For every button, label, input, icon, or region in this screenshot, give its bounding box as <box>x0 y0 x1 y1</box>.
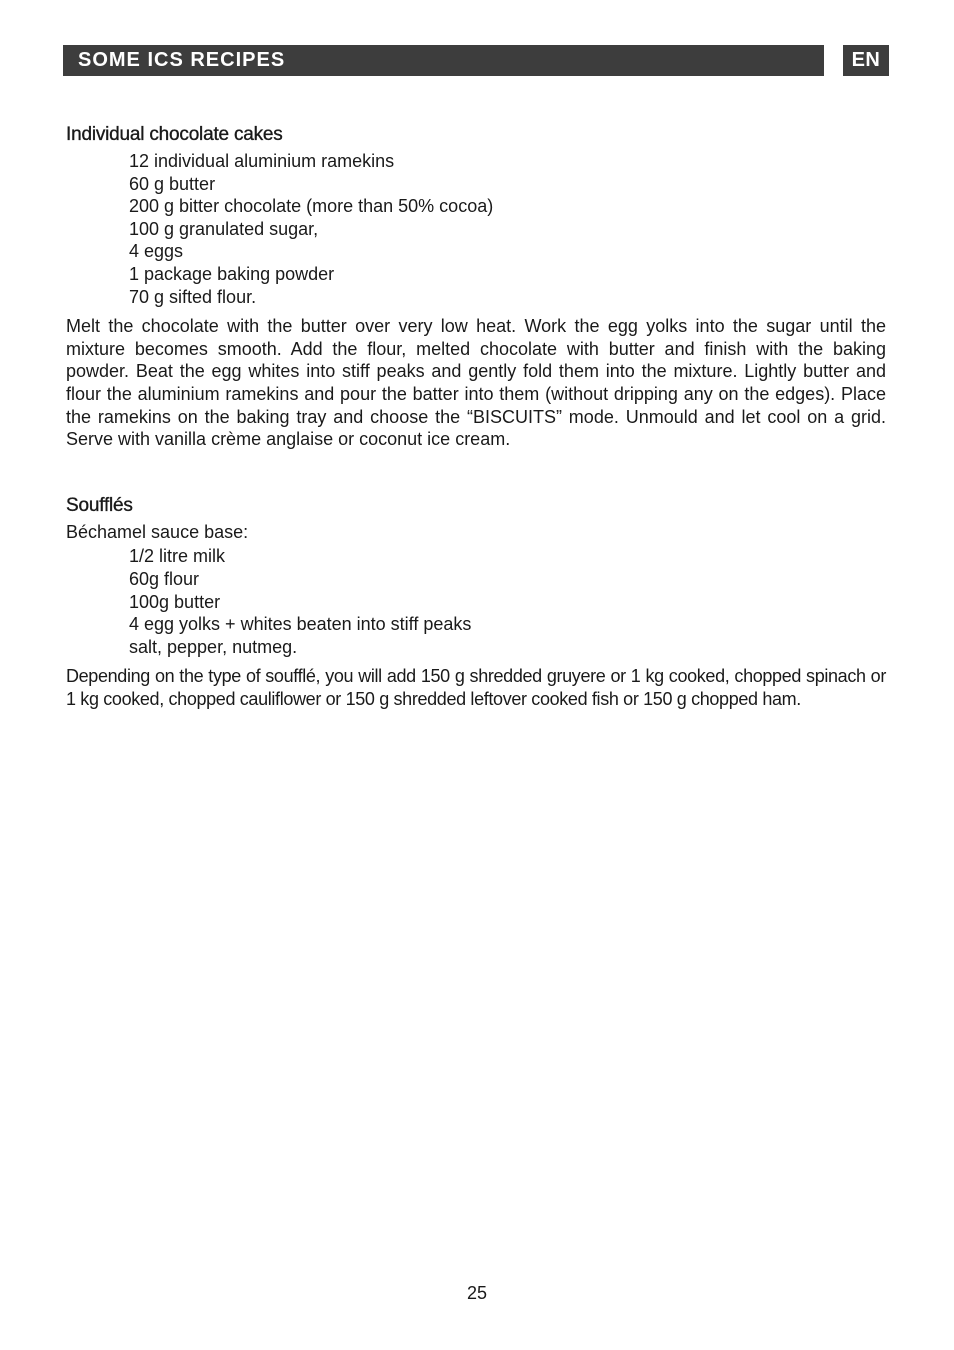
ingredient-item: 200 g bitter chocolate (more than 50% cocoa) <box>129 196 494 217</box>
page-number: 25 <box>466 1283 488 1303</box>
recipe-chocolate-cakes <box>66 122 886 451</box>
ingredient-list <box>66 545 886 658</box>
ingredient-list <box>66 150 886 308</box>
recipe-title: Soufflés <box>66 494 133 516</box>
ingredient-item: 1 package baking powder <box>129 263 335 284</box>
recipe-method: Depending on the type of soufflé, you will add 150 g shredded gruyere or 1 kg cooked, chopped spinach or 1 kg cooked, chopped cauliflower or 150 g shredded leftover cooked fish or 150 g chopped ham. <box>66 666 886 709</box>
ingredient-item: 60 g butter <box>129 173 216 194</box>
recipe-method: Melt the chocolate with the butter over very low heat. Work the egg yolks into the sugar until the mixture becomes smooth. Add the flour, melted chocolate with butter and finish with the baking powder. Beat the egg whites into stiff peaks and gently fold them into the mixture. Lightly butter and flour the aluminium ramekins and pour the batter into them (without dripping any on the edges). Place the ramekins on the baking tray and choose the “BISCUITS” mode. Unmould and let cool on a grid. Serve with vanilla crème anglaise or coconut ice cream. <box>66 316 886 450</box>
ingredient-item: 100 g granulated sugar, <box>129 218 319 239</box>
language-badge: EN <box>843 45 889 76</box>
recipe-intro: Béchamel sauce base: <box>66 521 249 542</box>
section-title: SOME ICS RECIPES <box>78 49 286 71</box>
ingredient-item: 60g flour <box>129 568 200 589</box>
ingredient-item: 70 g sifted flour. <box>129 286 257 307</box>
recipe-souffles <box>66 493 886 711</box>
ingredient-item: 12 individual aluminium ramekins <box>129 151 395 171</box>
ingredient-item: salt, pepper, nutmeg. <box>129 636 298 657</box>
section-spacer <box>66 451 886 493</box>
section-header <box>63 45 824 76</box>
page-content <box>66 122 886 710</box>
ingredient-item: 4 egg yolks + whites beaten into stiff peaks <box>129 614 472 635</box>
ingredient-item: 1/2 litre milk <box>129 546 226 567</box>
ingredient-item: 100g butter <box>129 591 221 612</box>
ingredient-item: 4 eggs <box>129 241 184 262</box>
recipe-title: Individual chocolate cakes <box>66 124 283 145</box>
